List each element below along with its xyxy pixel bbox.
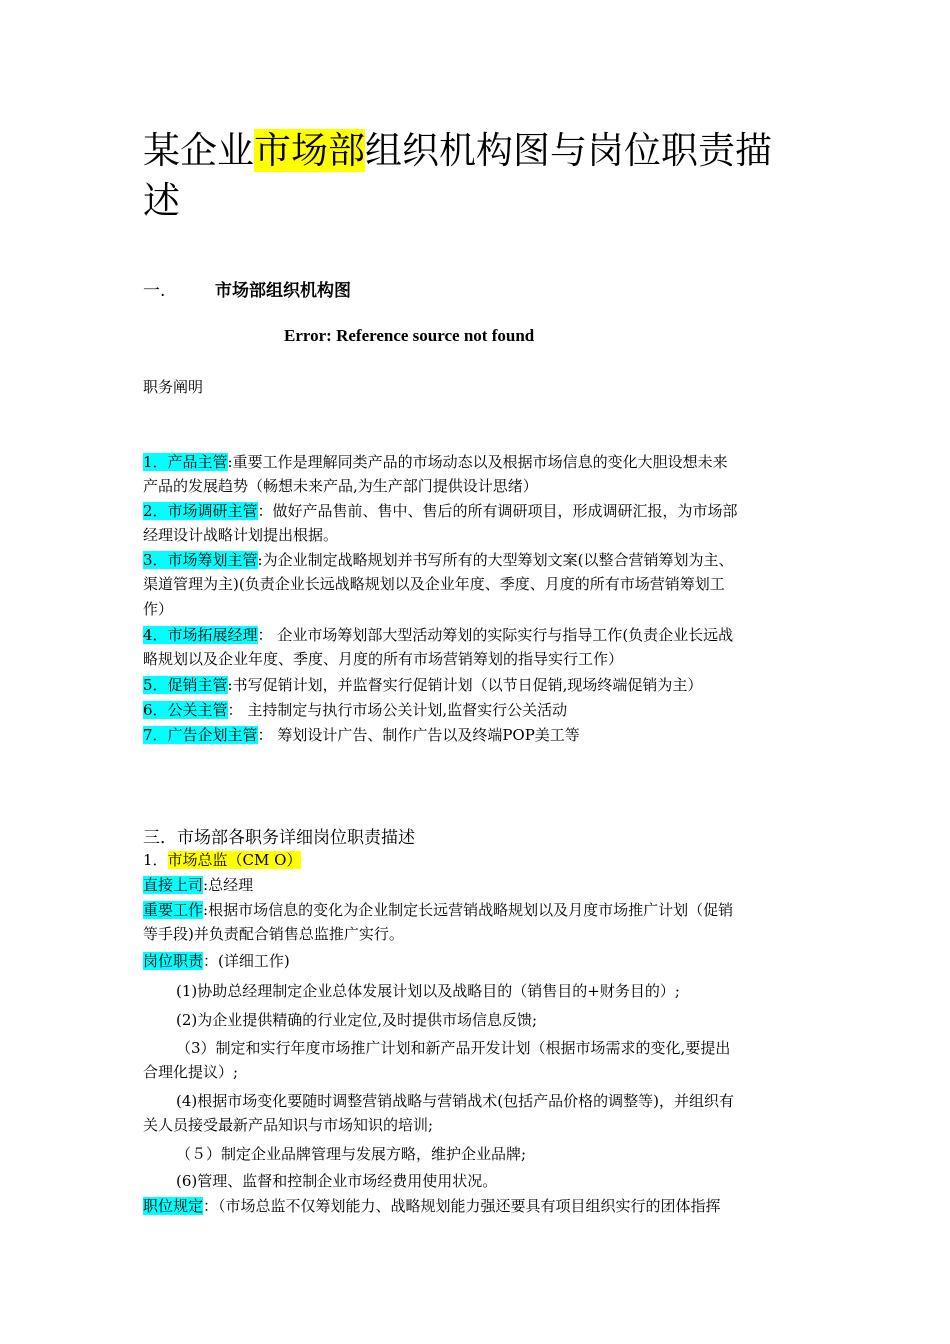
main-work-line [143,898,733,922]
duty-text: ：做好产品售前、售中、售后的所有调研项目，形成调研汇报，为市场部 [257,502,738,520]
duty-line: 产品的发展趋势（畅想未来产品,为生产部门提供设计思绪） [143,477,538,495]
duty-label: 4．市场拓展经理 [143,626,258,644]
duty-label: 7．广告企划主管 [143,726,258,744]
duty-text: :重要工作是理解同类产品的市场动态以及根据市场信息的变化大胆设想未来 [227,453,728,471]
field-label: 岗位职责 [143,952,204,970]
duty-item: （3）制定和实行年度市场推广计划和新产品开发计划（根据市场需求的变化,要提出 [176,1039,731,1057]
field-label: 直接上司 [143,876,204,894]
duties-heading: 职务阐明 [143,378,204,396]
duty-item: 关人员接受最新产品知识与市场知识的培训; [143,1116,434,1134]
duty-line [143,723,580,747]
duty-text: ： 筹划设计广告、制作广告以及终端POP美工等 [257,726,580,744]
duty-text: ： 企业市场筹划部大型活动筹划的实际实行与指导工作(负责企业长远战 [257,626,734,644]
section-heading [143,276,351,301]
duty-line [143,698,567,722]
duty-line: 渠道管理为主)(负责企业长远战略规划以及企业年度、季度、月度的所有市场营销筹划工 [143,575,725,593]
document-title [143,128,772,174]
duty-label: 5．促销主管 [143,676,228,694]
duty-label: 2．市场调研主管 [143,502,258,520]
field-value: :根据市场信息的变化为企业制定长远营销战略规划以及月度市场推广计划（促销 [203,901,734,919]
duty-line [143,548,733,572]
position-title [143,848,301,872]
duty-item: (4)根据市场变化要随时调整营销战略与营销战术(包括产品价格的调整等)，并组织有 [176,1092,734,1110]
title-highlight: 市场部 [254,129,365,172]
position-name: 市场总监（CM O） [167,851,302,869]
duty-line [143,450,728,474]
reference-error: Error: Reference source not found [284,326,535,345]
title-text: 组织机构图与岗位职责描 [365,129,772,172]
duty-line [143,623,733,647]
requirement-line [143,1194,721,1218]
field-value: :总经理 [203,876,254,894]
duty-item: (2)为企业提供精确的行业定位,及时提供市场信息反馈; [176,1011,538,1029]
duty-label: 6．公关主管 [143,701,228,719]
title-text: 某企业 [143,129,254,172]
superior-line [143,873,253,897]
duty-item: (6)管理、监督和控制企业市场经费用使用状况。 [176,1172,498,1190]
field-value: ：(详细工作) [203,952,290,970]
duty-item: (1)协助总经理制定企业总体发展计划以及战略目的（销售目的+财务目的）; [176,982,680,1000]
duty-text: :书写促销计划，并监督实行促销计划（以节日促销,现场终端促销为主） [227,676,703,694]
field-label: 职位规定 [143,1197,204,1215]
section-heading: 三．市场部各职务详细岗位职责描述 [143,828,415,848]
duty-line: 经理设计战略计划提出根据。 [143,526,339,544]
document-title-line2: 述 [143,179,180,222]
duty-line [143,499,738,523]
duty-heading-line [143,949,290,973]
position-number: 1． [143,851,168,869]
duty-text: :为企业制定战略规划并书写所有的大型筹划文案(以整合营销筹划为主、 [257,551,734,569]
field-value: ：（市场总监不仅筹划能力、战略规划能力强还要具有项目组织实行的团体指挥 [203,1197,721,1215]
main-work-line: 等手段)并负责配合销售总监推广实行。 [143,925,404,943]
duty-item: 合理化提议）; [143,1063,239,1081]
duty-line: 作） [143,600,174,618]
field-label: 重要工作 [143,901,204,919]
duty-line [143,673,702,697]
section-title: 市场部组织机构图 [215,281,351,301]
duty-label: 3．市场筹划主管 [143,551,258,569]
duty-text: ： 主持制定与执行市场公关计划,监督实行公关活动 [227,701,568,719]
duty-item: （５）制定企业品牌管理与发展方略，维护企业品牌; [176,1145,527,1163]
duty-line: 略规划以及企业年度、季度、月度的所有市场营销筹划的指导实行工作） [143,650,624,668]
duty-label: 1．产品主管 [143,453,228,471]
section-number: 一. [143,281,166,301]
